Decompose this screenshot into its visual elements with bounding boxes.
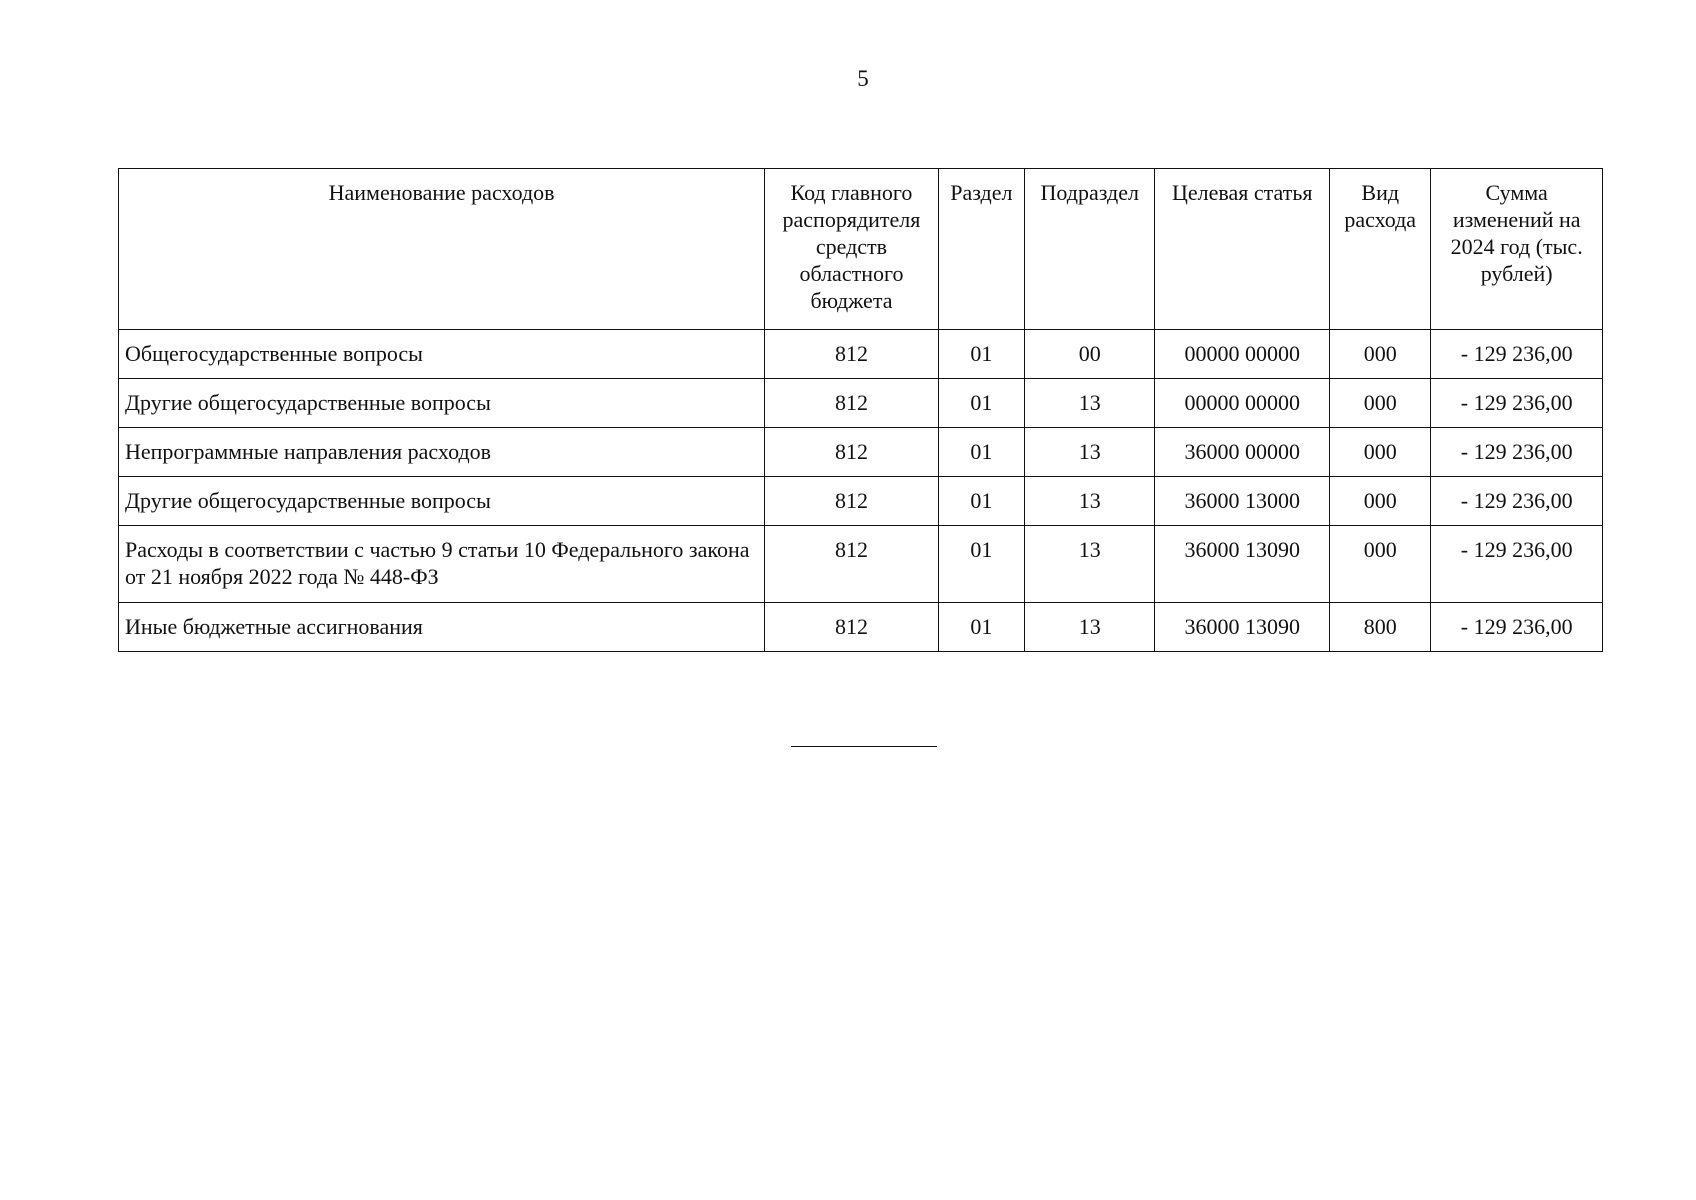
cell-expense-name: Другие общегосударственные вопросы [119,379,765,428]
cell-target-article: 00000 00000 [1155,379,1330,428]
cell-section: 01 [938,526,1024,603]
cell-amount: - 129 236,00 [1431,477,1603,526]
cell-code: 812 [765,379,939,428]
expenditure-table [118,168,1603,652]
cell-expense-type: 000 [1330,428,1431,477]
cell-target-article: 36000 13090 [1155,526,1330,603]
cell-expense-name: Расходы в соответствии с частью 9 статьи 10 Федерального закона от 21 ноября 2022 года № 448-ФЗ [119,526,765,603]
header-change-amount: Сумма изменений на 2024 год (тыс. рублей) [1431,169,1603,330]
header-expense-type: Вид расхода [1330,169,1431,330]
cell-code: 812 [765,330,939,379]
table-header-row [119,169,1603,330]
cell-section: 01 [938,379,1024,428]
cell-code: 812 [765,428,939,477]
cell-section: 01 [938,428,1024,477]
table-row [119,477,1603,526]
cell-subsection: 13 [1025,603,1155,652]
cell-expense-type: 000 [1330,379,1431,428]
cell-amount: - 129 236,00 [1431,428,1603,477]
cell-expense-name: Другие общегосударственные вопросы [119,477,765,526]
cell-target-article: 00000 00000 [1155,330,1330,379]
table-row [119,330,1603,379]
header-target-article: Целевая статья [1155,169,1330,330]
page-number: 5 [857,66,869,91]
cell-code: 812 [765,603,939,652]
cell-section: 01 [938,477,1024,526]
cell-subsection: 13 [1025,477,1155,526]
cell-amount: - 129 236,00 [1431,603,1603,652]
cell-amount: - 129 236,00 [1431,379,1603,428]
cell-target-article: 36000 13090 [1155,603,1330,652]
header-expense-name: Наименование расходов [119,169,765,330]
cell-subsection: 13 [1025,428,1155,477]
header-section: Раздел [938,169,1024,330]
cell-expense-type: 000 [1330,526,1431,603]
header-chief-manager-code: Код главного распорядителя средств областного бюджета [765,169,939,330]
cell-subsection: 13 [1025,379,1155,428]
cell-section: 01 [938,603,1024,652]
end-of-document-rule [791,746,937,747]
cell-amount: - 129 236,00 [1431,526,1603,603]
cell-code: 812 [765,526,939,603]
cell-section: 01 [938,330,1024,379]
cell-expense-name: Непрограммные направления расходов [119,428,765,477]
cell-expense-type: 000 [1330,477,1431,526]
cell-expense-name: Иные бюджетные ассигнования [119,603,765,652]
cell-expense-type: 000 [1330,330,1431,379]
cell-subsection: 00 [1025,330,1155,379]
cell-amount: - 129 236,00 [1431,330,1603,379]
cell-subsection: 13 [1025,526,1155,603]
table-row [119,603,1603,652]
table-row [119,428,1603,477]
table-row [119,526,1603,603]
cell-expense-type: 800 [1330,603,1431,652]
cell-code: 812 [765,477,939,526]
cell-target-article: 36000 00000 [1155,428,1330,477]
table-row [119,379,1603,428]
header-subsection: Подраздел [1025,169,1155,330]
cell-target-article: 36000 13000 [1155,477,1330,526]
cell-expense-name: Общегосударственные вопросы [119,330,765,379]
